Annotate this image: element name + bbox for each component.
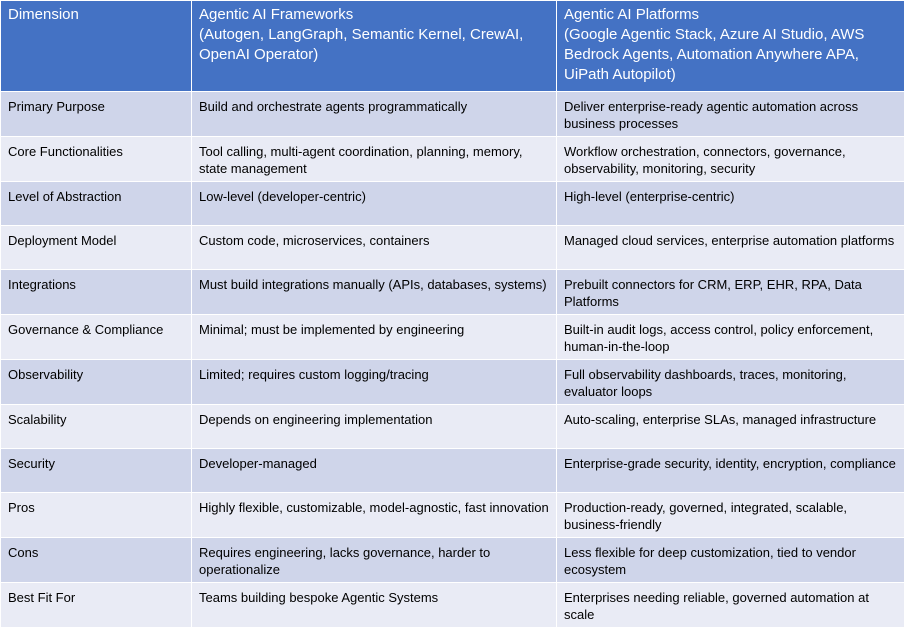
cell-frameworks: Requires engineering, lacks governance, harder to operationalize	[192, 538, 557, 583]
table-row	[1, 182, 905, 226]
cell-dimension: Pros	[1, 493, 192, 538]
table-row	[1, 583, 905, 628]
cell-frameworks: Build and orchestrate agents programmatically	[192, 92, 557, 137]
table-row	[1, 405, 905, 449]
cell-platforms: Built-in audit logs, access control, policy enforcement, human-in-the-loop	[557, 315, 905, 360]
header-platforms-examples: (Google Agentic Stack, Azure AI Studio, AWS Bedrock Agents, Automation Anywhere APA, UiPath Autopilot)	[564, 26, 865, 83]
header-frameworks-title: Agentic AI Frameworks	[199, 6, 354, 23]
cell-frameworks: Limited; requires custom logging/tracing	[192, 360, 557, 405]
cell-platforms: Workflow orchestration, connectors, governance, observability, monitoring, security	[557, 137, 905, 182]
cell-dimension: Core Functionalities	[1, 137, 192, 182]
cell-frameworks: Highly flexible, customizable, model-agnostic, fast innovation	[192, 493, 557, 538]
cell-platforms: Prebuilt connectors for CRM, ERP, EHR, RPA, Data Platforms	[557, 270, 905, 315]
table-row	[1, 360, 905, 405]
cell-frameworks: Must build integrations manually (APIs, databases, systems)	[192, 270, 557, 315]
cell-dimension: Scalability	[1, 405, 192, 449]
cell-frameworks: Developer-managed	[192, 449, 557, 493]
table-body	[1, 92, 905, 628]
table-row	[1, 270, 905, 315]
cell-platforms: Production-ready, governed, integrated, scalable, business-friendly	[557, 493, 905, 538]
table-row	[1, 315, 905, 360]
cell-platforms: Managed cloud services, enterprise automation platforms	[557, 226, 905, 270]
header-platforms-title: Agentic AI Platforms	[564, 6, 700, 23]
header-platforms	[557, 1, 905, 92]
cell-frameworks: Teams building bespoke Agentic Systems	[192, 583, 557, 628]
cell-frameworks: Tool calling, multi-agent coordination, planning, memory, state management	[192, 137, 557, 182]
cell-dimension: Cons	[1, 538, 192, 583]
cell-frameworks: Custom code, microservices, containers	[192, 226, 557, 270]
cell-dimension: Observability	[1, 360, 192, 405]
cell-dimension: Integrations	[1, 270, 192, 315]
cell-platforms: Full observability dashboards, traces, monitoring, evaluator loops	[557, 360, 905, 405]
cell-platforms: Enterprise-grade security, identity, encryption, compliance	[557, 449, 905, 493]
cell-dimension: Governance & Compliance	[1, 315, 192, 360]
cell-frameworks: Minimal; must be implemented by engineering	[192, 315, 557, 360]
cell-dimension: Best Fit For	[1, 583, 192, 628]
cell-platforms: High-level (enterprise-centric)	[557, 182, 905, 226]
header-frameworks	[192, 1, 557, 92]
cell-dimension: Level of Abstraction	[1, 182, 192, 226]
table-row	[1, 226, 905, 270]
cell-dimension: Primary Purpose	[1, 92, 192, 137]
cell-dimension: Deployment Model	[1, 226, 192, 270]
table-row	[1, 493, 905, 538]
cell-dimension: Security	[1, 449, 192, 493]
header-dimension: Dimension	[1, 1, 192, 92]
table-row	[1, 449, 905, 493]
cell-platforms: Auto-scaling, enterprise SLAs, managed infrastructure	[557, 405, 905, 449]
header-frameworks-examples: (Autogen, LangGraph, Semantic Kernel, CrewAI, OpenAI Operator)	[199, 26, 524, 63]
cell-frameworks: Depends on engineering implementation	[192, 405, 557, 449]
cell-platforms: Less flexible for deep customization, tied to vendor ecosystem	[557, 538, 905, 583]
cell-platforms: Deliver enterprise-ready agentic automation across business processes	[557, 92, 905, 137]
table-row	[1, 538, 905, 583]
header-row	[1, 1, 905, 92]
table-row	[1, 137, 905, 182]
cell-platforms: Enterprises needing reliable, governed automation at scale	[557, 583, 905, 628]
table-row	[1, 92, 905, 137]
cell-frameworks: Low-level (developer-centric)	[192, 182, 557, 226]
